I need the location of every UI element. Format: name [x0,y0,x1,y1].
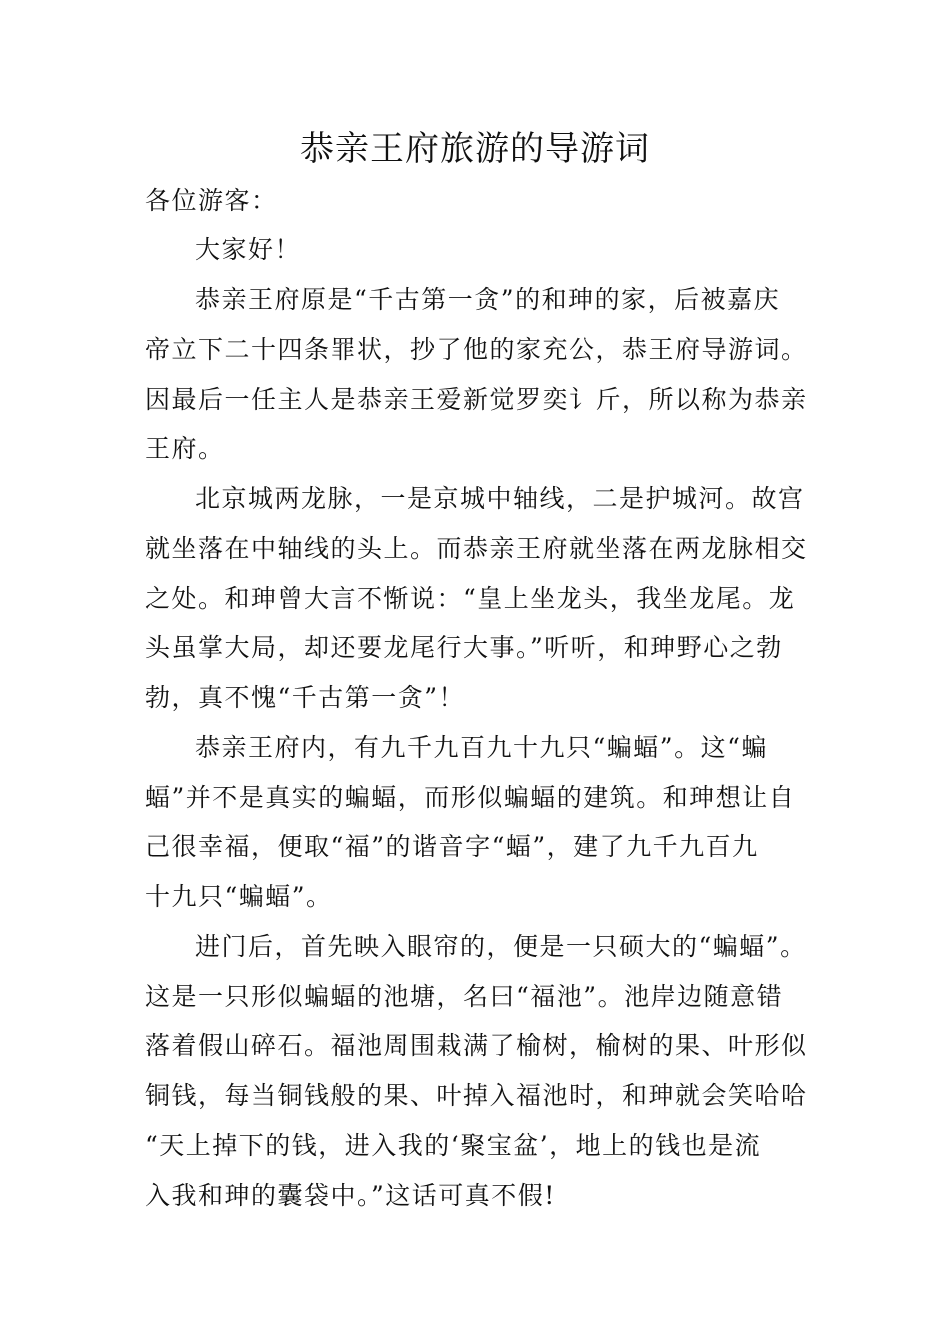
paragraph-4-line-1: 进门后，首先映入眼帘的，便是一只硕大的“蝙蝠”。 [195,932,807,961]
document-title: 恭亲王府旅游的导游词 [300,129,650,169]
greeting-line: 各位游客： [145,186,278,215]
paragraph-3-line-4: 十九只“蝙蝠”。 [145,882,333,911]
paragraph-2-line-4: 头虽掌大局，却还要龙尾行大事。”听听，和珅野心之勃 [145,633,783,662]
paragraph-1-line-1: 恭亲王府原是“千古第一贪”的和珅的家，后被嘉庆 [195,285,781,314]
paragraph-1-line-4: 王府。 [145,434,225,463]
paragraph-4-line-2: 这是一只形似蝙蝠的池塘，名曰“福池”。池岸边随意错 [145,982,784,1011]
paragraph-2-line-3: 之处。和珅曾大言不惭说：“皇上坐龙头，我坐龙尾。龙 [145,584,796,613]
paragraph-1-line-2: 帝立下二十四条罪状，抄了他的家充公，恭王府导游词。 [145,335,808,364]
paragraph-3-line-2: 蝠”并不是真实的蝙蝠，而形似蝙蝠的建筑。和珅想让自 [145,783,796,812]
paragraph-4-line-4: 铜钱，每当铜钱般的果、叶掉入福池时，和珅就会笑哈哈 [145,1081,808,1110]
paragraph-2-line-2: 就坐落在中轴线的头上。而恭亲王府就坐落在两龙脉相交 [145,534,808,563]
hello-line: 大家好！ [195,235,302,264]
paragraph-2-line-5: 勃，真不愧“千古第一贪”！ [145,683,466,712]
paragraph-4-line-5: “天上掉下的钱，进入我的‘聚宝盆’，地上的钱也是流 [145,1131,762,1160]
paragraph-2-line-1: 北京城两龙脉，一是京城中轴线，二是护城河。故宫 [195,484,805,513]
paragraph-4-line-6: 入我和珅的囊袋中。”这话可真不假! [145,1181,556,1210]
paragraph-3-line-1: 恭亲王府内，有九千九百九十九只“蝙蝠”。这“蝙 [195,733,768,762]
paragraph-3-line-3: 己很幸福，便取“福”的谐音字“蝠”，建了九千九百九 [145,832,759,861]
paragraph-4-line-3: 落着假山碎石。福池周围栽满了榆树，榆树的果、叶形似 [145,1031,808,1060]
paragraph-1-line-3: 因最后一任主人是恭亲王爱新觉罗奕讠斤，所以称为恭亲 [145,385,808,414]
